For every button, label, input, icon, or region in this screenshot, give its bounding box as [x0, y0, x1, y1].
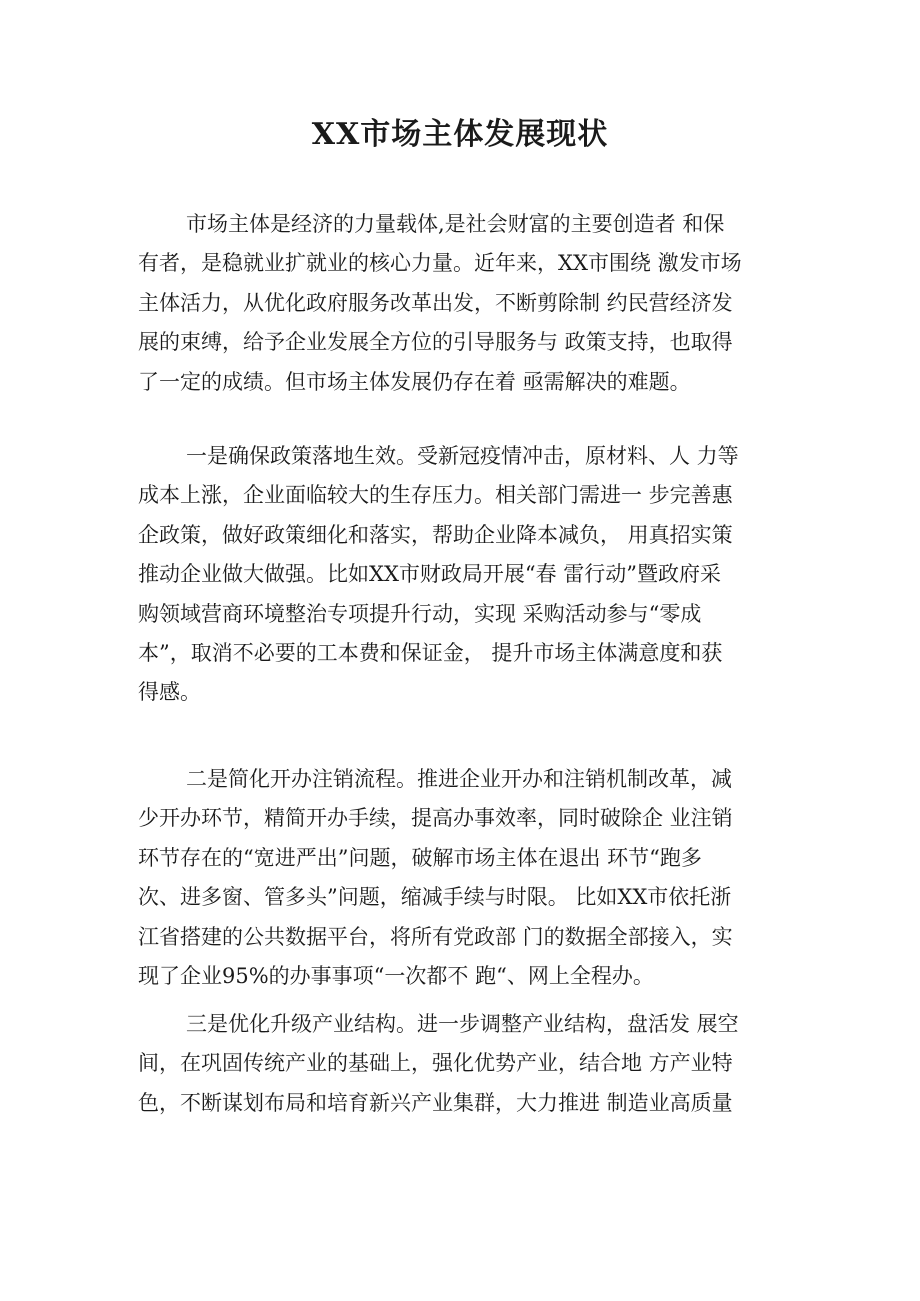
paragraph-line: 环节存在的“宽进严出”问题，破解市场主体在退出 环节“跑多: [138, 845, 702, 870]
paragraph-intro: [138, 205, 790, 402]
paragraph-line: 色，不断谋划布局和培育新兴产业集群，大力推进 制造业高质量: [138, 1090, 733, 1115]
paragraph-line: 三是优化升级产业结构。进一步调整产业结构，盘活发 展空: [186, 1012, 739, 1036]
paragraph-line: 推动企业做大做强。比如XX市财政局开展“春 雷行动”暨政府采: [138, 562, 722, 587]
paragraph-line: 二是简化开办注销流程。推进企业开办和注销机制改革，减: [186, 767, 732, 791]
paragraph-line: 一是确保政策落地生效。受新冠疫情冲击，原材料、人 力等: [186, 444, 739, 468]
paragraph-simplify: [138, 760, 790, 996]
paragraph-line: 市场主体是经济的力量载体,是社会财富的主要创造者 和保: [186, 212, 725, 236]
document-title: XX市场主体发展现状: [311, 117, 609, 152]
paragraph-line: 企政策，做好政策细化和落实，帮助企业降本减负， 用真招实策: [138, 522, 733, 547]
paragraph-policy: [138, 437, 790, 713]
paragraph-line: 成本上涨，企业面临较大的生存压力。相关部门需进一 步完善惠: [138, 483, 733, 508]
paragraph-line: 少开办环节，精简开办手续，提高办事效率，同时破除企 业注销: [138, 806, 733, 831]
paragraph-industry: [138, 1005, 790, 1123]
paragraph-line: 展的束缚，给予企业发展全方位的引导服务与 政策支持，也取得: [138, 330, 733, 355]
paragraph-line: 购领域营商环境整治专项提升行动，实现 采购活动参与“零成: [138, 601, 702, 626]
paragraph-line: 主体活力，从优化政府服务改革出发，不断剪除制 约民营经济发: [138, 290, 733, 315]
paragraph-line: 次、进多窗、管多头”问题，缩减手续与时限。 比如XX市依托浙: [138, 885, 732, 910]
paragraph-line: 了一定的成绩。但市场主体发展仍存在着 亟需解决的难题。: [138, 369, 691, 394]
paragraph-line: 间，在巩固传统产业的基础上，强化优势产业，结合地 方产业特: [138, 1051, 733, 1076]
paragraph-line: 有者，是稳就业扩就业的核心力量。近年来，XX市围绕 激发市场: [138, 251, 742, 276]
paragraph-line: 现了企业95%的办事事项“一次都不 跑“、网上全程办。: [138, 963, 654, 988]
paragraph-line: 江省搭建的公共数据平台，将所有党政部 门的数据全部接入，实: [138, 924, 733, 949]
paragraph-line: 得感。: [138, 680, 201, 705]
paragraph-line: 本”，取消不必要的工本费和保证金， 提升市场主体满意度和获: [138, 640, 723, 665]
